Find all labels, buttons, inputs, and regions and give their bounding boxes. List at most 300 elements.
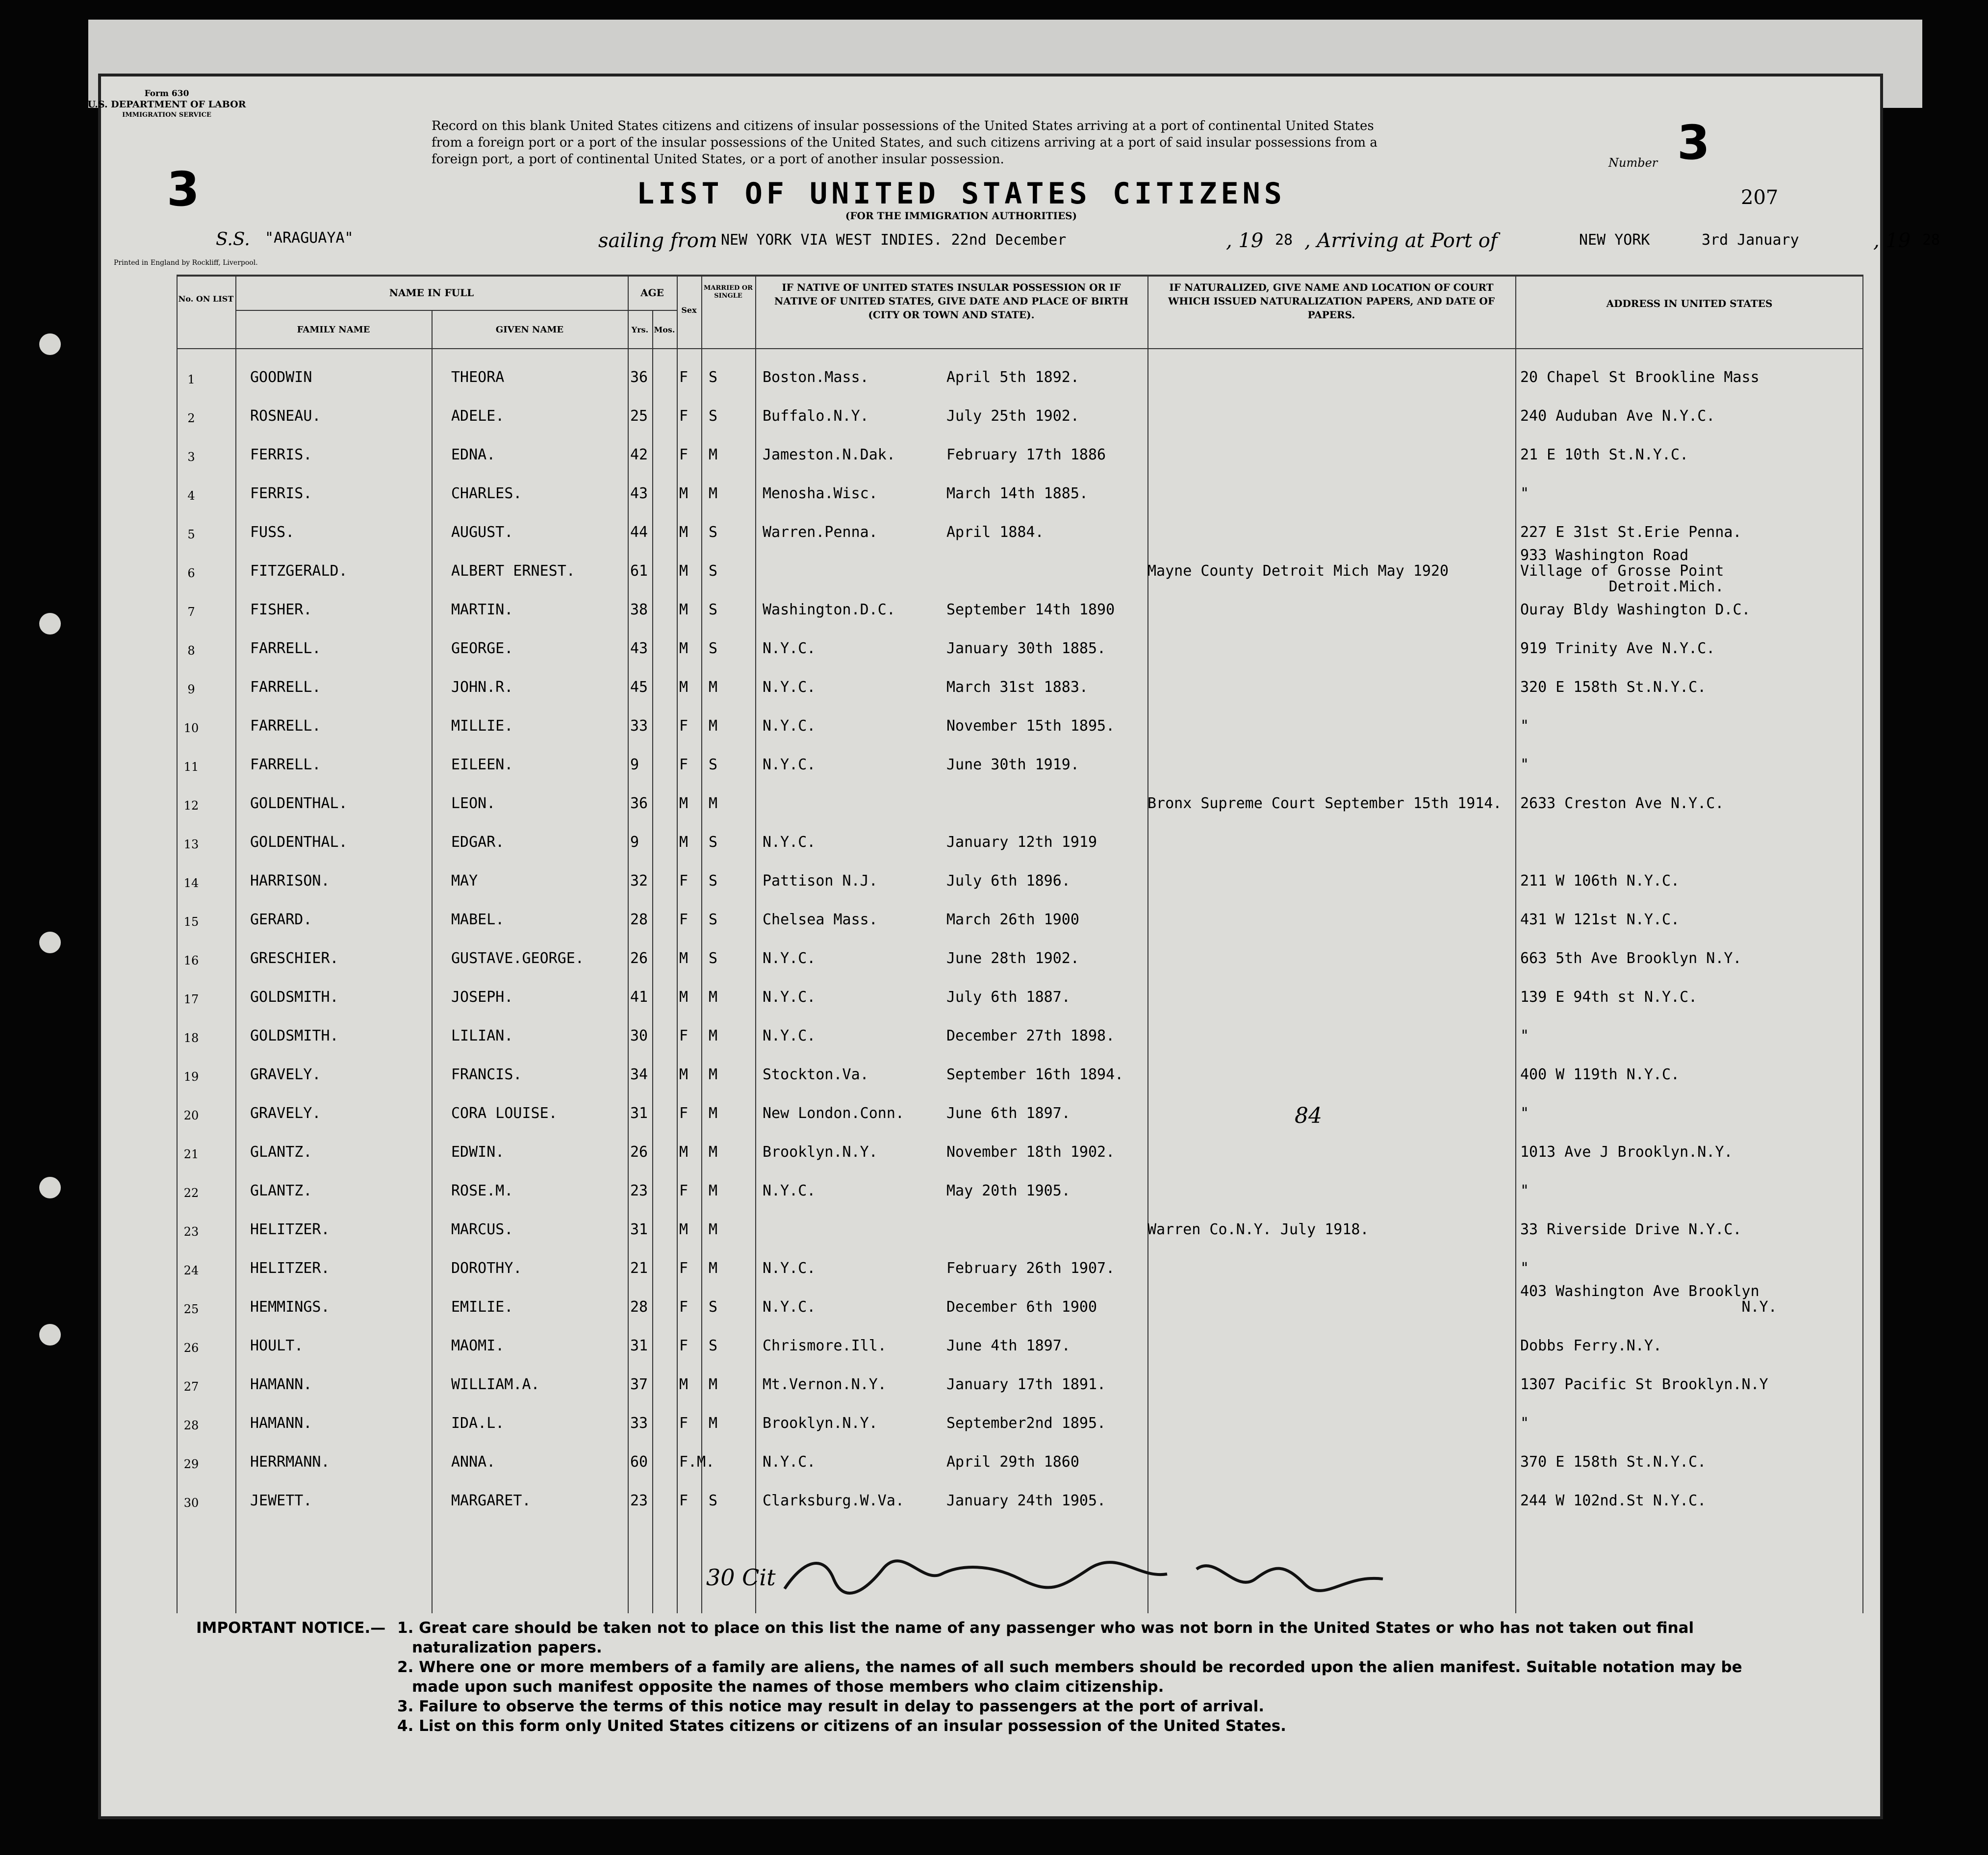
cell-given: GUSTAVE.GEORGE. [451, 950, 584, 967]
cell-no: 10 [183, 721, 199, 735]
cell-sex: F [679, 407, 688, 425]
cell-place: N.Y.C. [763, 1027, 816, 1044]
cell-addr: 320 E 158th St.N.Y.C. [1520, 679, 1707, 696]
inspector-signature [765, 1550, 1452, 1603]
table-row [177, 978, 1863, 1016]
table-row [177, 900, 1863, 939]
cell-age: 33 [630, 717, 648, 735]
printer-note: Printed in England by Rockliff, Liverpool. [114, 259, 258, 267]
cell-date: April 1884. [946, 524, 1044, 541]
header-name-in-full: NAME IN FULL [389, 287, 474, 299]
sailing-label: sailing from [598, 229, 717, 252]
cell-place: Boston.Mass. [763, 369, 869, 386]
cell-sex: F [679, 1492, 688, 1509]
cell-sex: M [679, 601, 688, 618]
cell-age: 32 [630, 872, 648, 889]
cell-family: HELITZER. [250, 1260, 330, 1277]
cell-sex: M [679, 679, 688, 696]
cell-ms: M [709, 795, 718, 812]
cell-addr: " [1520, 485, 1529, 502]
cell-family: FISHER. [250, 601, 312, 618]
cell-given: CORA LOUISE. [451, 1105, 558, 1122]
table-row [177, 474, 1863, 513]
cell-nat: Warren Co.N.Y. July 1918. [1147, 1221, 1369, 1238]
cell-sex: F [679, 1105, 688, 1122]
arrival-year: 28 [1922, 231, 1940, 249]
ship-name: "ARAGUAYA" [265, 229, 354, 247]
cell-no: 22 [183, 1186, 199, 1200]
cell-family: HEMMINGS. [250, 1298, 330, 1316]
cell-no: 16 [183, 954, 199, 967]
table-row [177, 1283, 1863, 1326]
cell-family: FITZGERALD. [250, 562, 348, 580]
notice-lead: IMPORTANT NOTICE.— [196, 1619, 386, 1637]
cell-age: 36 [630, 369, 648, 386]
cell-family: HARRISON. [250, 872, 330, 889]
cell-family: FARRELL. [250, 640, 321, 657]
punch-hole [39, 1177, 61, 1198]
cell-place: N.Y.C. [763, 834, 816, 851]
ship-prefix: S.S. [216, 229, 250, 250]
handwritten-84: 84 [1295, 1103, 1322, 1128]
cell-date: January 24th 1905. [946, 1492, 1106, 1509]
cell-addr: 139 E 94th st N.Y.C. [1520, 989, 1698, 1006]
cell-ms: S [709, 369, 718, 386]
cell-addr: 2633 Creston Ave N.Y.C. [1520, 795, 1724, 812]
cell-ms: S [709, 1492, 718, 1509]
cell-place: N.Y.C. [763, 756, 816, 773]
cell-family: GOLDSMITH. [250, 989, 339, 1006]
header-no: No. ON LIST [178, 294, 234, 304]
cell-no: 4 [187, 489, 195, 503]
cell-given: MAY [451, 872, 478, 889]
arrival-year-prefix: , 19 [1873, 229, 1911, 252]
cell-no: 19 [183, 1070, 199, 1084]
cell-age: 9 [630, 834, 639, 851]
cell-given: LEON. [451, 795, 496, 812]
record-line: Record on this blank United States citizens and citizens of insular possessions of the United States arriving at a port of continental United States [432, 119, 1374, 133]
arrival-date: 3rd January [1702, 231, 1799, 249]
cell-given: JOHN.R. [451, 679, 513, 696]
cell-sex: F [679, 717, 688, 735]
cell-family: GRAVELY. [250, 1105, 321, 1122]
cell-sex: M [679, 1376, 688, 1393]
cell-ms: S [709, 524, 718, 541]
cell-place: N.Y.C. [763, 989, 816, 1006]
cell-no: 9 [187, 683, 195, 696]
cell-ms: S [709, 950, 718, 967]
cell-family: GLANTZ. [250, 1143, 312, 1161]
cell-addr: 1307 Pacific St Brooklyn.N.Y [1520, 1376, 1768, 1393]
cell-date: March 26th 1900 [946, 911, 1079, 928]
cell-addr: 919 Trinity Ave N.Y.C. [1520, 640, 1715, 657]
cell-sex: M [679, 950, 688, 967]
record-line: foreign port, a port of continental United States, or a port of another insular possession. [432, 152, 1004, 167]
cell-place: N.Y.C. [763, 1182, 816, 1199]
cell-sex: M [679, 1221, 688, 1238]
table-row [177, 1443, 1863, 1481]
cell-given: EDGAR. [451, 834, 505, 851]
cell-family: JEWETT. [250, 1492, 312, 1509]
cell-age: 26 [630, 1143, 648, 1161]
cell-sex: M [679, 989, 688, 1006]
cell-no: 17 [183, 992, 199, 1006]
cell-sex: F [679, 446, 688, 463]
cell-date: March 14th 1885. [946, 485, 1088, 502]
cell-addr: 663 5th Ave Brooklyn N.Y. [1520, 950, 1742, 967]
cell-place: N.Y.C. [763, 950, 816, 967]
form-identifier [78, 88, 255, 121]
cell-date: January 17th 1891. [946, 1376, 1106, 1393]
table-row [177, 397, 1863, 435]
cell-date: June 30th 1919. [946, 756, 1079, 773]
cell-nat: Bronx Supreme Court September 15th 1914. [1147, 795, 1502, 812]
cell-date: September2nd 1895. [946, 1415, 1106, 1432]
cell-age: 31 [630, 1105, 648, 1122]
cell-age: 44 [630, 524, 648, 541]
cell-place: Warren.Penna. [763, 524, 878, 541]
table-row [177, 823, 1863, 862]
cell-addr: 1013 Ave J Brooklyn.N.Y. [1520, 1143, 1733, 1161]
cell-ms: S [709, 601, 718, 618]
cell-date: July 6th 1887. [946, 989, 1070, 1006]
cell-addr: " [1520, 717, 1529, 735]
cell-family: GOLDENTHAL. [250, 795, 348, 812]
cell-age: 26 [630, 950, 648, 967]
cell-addr: " [1520, 756, 1529, 773]
header-place-of-birth: IF NATIVE OF UNITED STATES INSULAR POSSESSION OR IF NATIVE OF UNITED STATES, GIVE DATE AND PLACE OF BIRTH (CITY OR TOWN AND STATE). [774, 281, 1128, 321]
cell-given: LILIAN. [451, 1027, 513, 1044]
cell-ms: S [709, 911, 718, 928]
cell-date: February 17th 1886 [946, 446, 1106, 463]
cell-age: 33 [630, 1415, 648, 1432]
cell-addr: " [1520, 1027, 1529, 1044]
table-row [177, 1249, 1863, 1288]
cell-given: AUGUST. [451, 524, 513, 541]
cell-age: 43 [630, 485, 648, 502]
cell-no: 24 [183, 1264, 199, 1277]
cell-addr: " [1520, 1182, 1529, 1199]
cell-no: 25 [183, 1302, 199, 1316]
cell-place: N.Y.C. [763, 1298, 816, 1316]
cell-given: GEORGE. [451, 640, 513, 657]
cell-age: 37 [630, 1376, 648, 1393]
cell-family: GERARD. [250, 911, 312, 928]
cell-addr: 20 Chapel St Brookline Mass [1520, 369, 1759, 386]
cell-ms: M [709, 1066, 718, 1083]
cell-age: 42 [630, 446, 648, 463]
table-row [177, 1365, 1863, 1404]
cell-sex: M [679, 1143, 688, 1161]
cell-ms: S [709, 562, 718, 580]
punch-hole [39, 932, 61, 953]
year-prefix: , 19 [1226, 229, 1264, 252]
cell-sex: F [679, 911, 688, 928]
cell-given: CHARLES. [451, 485, 522, 502]
cell-age: 28 [630, 1298, 648, 1316]
cell-given: WILLIAM.A. [451, 1376, 540, 1393]
cell-sex: F [679, 1182, 688, 1199]
cell-no: 21 [183, 1147, 199, 1161]
cell-given: EDNA. [451, 446, 496, 463]
cell-place: Jameston.N.Dak. [763, 446, 895, 463]
cell-family: FUSS. [250, 524, 295, 541]
cell-addr: 227 E 31st St.Erie Penna. [1520, 524, 1742, 541]
cell-no: 29 [183, 1457, 199, 1471]
cell-no: 1 [187, 373, 195, 386]
cell-family: ROSNEAU. [250, 407, 321, 425]
cell-place: Brooklyn.N.Y. [763, 1415, 878, 1432]
punch-hole [39, 613, 61, 635]
notice-item: 1. Great care should be taken not to place on this list the name of any passenger who was not born in the United States or who has not taken out final naturalization papers. [397, 1619, 1694, 1656]
cell-place: N.Y.C. [763, 1260, 816, 1277]
cell-age: 30 [630, 1027, 648, 1044]
cell-addr: 431 W 121st N.Y.C. [1520, 911, 1680, 928]
cell-ms: S [709, 1337, 718, 1354]
cell-place: Pattison N.J. [763, 872, 878, 889]
cell-given: IDA.L. [451, 1415, 505, 1432]
cell-ms: S [709, 407, 718, 425]
cell-date: April 29th 1860 [946, 1453, 1079, 1471]
cell-age: 61 [630, 562, 648, 580]
cell-no: 5 [187, 528, 195, 541]
arriving-label: , Arriving at Port of [1304, 229, 1498, 252]
cell-date: December 27th 1898. [946, 1027, 1115, 1044]
table-row [177, 1481, 1863, 1520]
cell-given: MARGARET. [451, 1492, 531, 1509]
cell-given: EILEEN. [451, 756, 513, 773]
cell-ms: S [709, 1298, 718, 1316]
cell-age: 23 [630, 1182, 648, 1199]
cell-sex: F [679, 756, 688, 773]
cell-family: FARRELL. [250, 679, 321, 696]
cell-no: 18 [183, 1031, 199, 1045]
cell-age: 31 [630, 1221, 648, 1238]
cell-ms: M [709, 485, 718, 502]
cell-date: June 28th 1902. [946, 950, 1079, 967]
cell-family: GOLDSMITH. [250, 1027, 339, 1044]
notice-item: 2. Where one or more members of a family are aliens, the names of all such members should be recorded upon the alien manifest. Suitable notation may be made upon such manifest opposite the names of those members who claim citizenship. [397, 1658, 1742, 1696]
page-number: 207 [1741, 186, 1779, 209]
cell-date: January 12th 1919 [946, 834, 1097, 851]
cell-addr: " [1520, 1260, 1529, 1277]
cell-addr: 403 Washington Ave Brooklyn N.Y. [1520, 1283, 1777, 1316]
cell-family: GRESCHIER. [250, 950, 339, 967]
header-married-single: MARRIED OR SINGLE [703, 284, 753, 300]
cell-given: ADELE. [451, 407, 505, 425]
cell-no: 6 [187, 566, 195, 580]
cell-place: N.Y.C. [763, 717, 816, 735]
cell-given: EMILIE. [451, 1298, 513, 1316]
table-row [177, 707, 1863, 745]
table-row [177, 668, 1863, 707]
cell-no: 3 [187, 450, 195, 464]
cell-given: ALBERT ERNEST. [451, 562, 575, 580]
cell-age: 21 [630, 1260, 648, 1277]
cell-given: MARTIN. [451, 601, 513, 618]
cell-ms: M [709, 1027, 718, 1044]
cell-given: MARCUS. [451, 1221, 513, 1238]
cell-no: 14 [183, 876, 199, 890]
table-row [177, 862, 1863, 900]
cell-sex: M [679, 640, 688, 657]
header-bottom-rule [177, 348, 1863, 349]
cell-family: FERRIS. [250, 446, 312, 463]
cell-sex: F [679, 369, 688, 386]
cell-given: FRANCIS. [451, 1066, 522, 1083]
cell-addr: 400 W 119th N.Y.C. [1520, 1066, 1680, 1083]
table-row [177, 1094, 1863, 1133]
number-label: Number [1608, 156, 1658, 170]
cell-place: Brooklyn.N.Y. [763, 1143, 878, 1161]
cell-date: March 31st 1883. [946, 679, 1088, 696]
cell-sex: F.M. [679, 1453, 715, 1471]
cell-no: 8 [187, 644, 195, 658]
cell-ms: M [709, 679, 718, 696]
passenger-table [177, 275, 1863, 1648]
cell-family: FARRELL. [250, 756, 321, 773]
table-row [177, 358, 1863, 397]
cell-family: GOODWIN [250, 369, 312, 386]
page-subtitle: (FOR THE IMMIGRATION AUTHORITIES) [845, 210, 1077, 222]
cell-addr: Dobbs Ferry.N.Y. [1520, 1337, 1662, 1354]
arrival-port: NEW YORK [1579, 231, 1650, 249]
cell-ms: M [709, 1260, 718, 1277]
cell-age: 41 [630, 989, 648, 1006]
cell-date: July 25th 1902. [946, 407, 1079, 425]
cell-age: 23 [630, 1492, 648, 1509]
table-row [177, 513, 1863, 552]
cell-date: January 30th 1885. [946, 640, 1106, 657]
cell-addr: " [1520, 1105, 1529, 1122]
cell-addr: 244 W 102nd.St N.Y.C. [1520, 1492, 1707, 1509]
cell-addr: 33 Riverside Drive N.Y.C. [1520, 1221, 1742, 1238]
voyage-line [147, 226, 1940, 255]
notice-item: 3. Failure to observe the terms of this notice may result in delay to passengers at the port of arrival. [397, 1698, 1264, 1715]
form-label: Form 630 [144, 89, 189, 99]
cell-given: EDWIN. [451, 1143, 505, 1161]
cell-no: 15 [183, 915, 199, 929]
cell-no: 23 [183, 1225, 199, 1239]
cell-date: April 5th 1892. [946, 369, 1079, 386]
cell-place: Clarksburg.W.Va. [763, 1492, 904, 1509]
cell-place: N.Y.C. [763, 1453, 816, 1471]
cell-sex: M [679, 1066, 688, 1083]
header-sex: Sex [681, 305, 697, 315]
cell-sex: F [679, 872, 688, 889]
cell-addr: 370 E 158th St.N.Y.C. [1520, 1453, 1707, 1471]
header-mos: Mos. [654, 325, 675, 334]
cell-date: June 4th 1897. [946, 1337, 1070, 1354]
cell-addr: Ouray Bldy Washington D.C. [1520, 601, 1751, 618]
number-value: 3 [1677, 115, 1710, 170]
header-rule [235, 310, 677, 311]
table-row [177, 1404, 1863, 1443]
cell-no: 13 [183, 838, 199, 851]
cell-given: ANNA. [451, 1453, 496, 1471]
cell-ms: M [709, 1415, 718, 1432]
table-row [177, 745, 1863, 784]
table-row [177, 1133, 1863, 1171]
cell-given: MILLIE. [451, 717, 513, 735]
cell-ms: M [709, 446, 718, 463]
cell-addr: 21 E 10th St.N.Y.C. [1520, 446, 1689, 463]
cell-sex: F [679, 1298, 688, 1316]
cell-place: Mt.Vernon.N.Y. [763, 1376, 887, 1393]
cell-ms: M [709, 1221, 718, 1238]
cell-no: 2 [187, 411, 195, 425]
cell-age: 38 [630, 601, 648, 618]
cell-age: 31 [630, 1337, 648, 1354]
cell-no: 12 [183, 799, 199, 813]
cell-ms: M [709, 1143, 718, 1161]
cell-place: New London.Conn. [763, 1105, 904, 1122]
cell-ms: S [709, 872, 718, 889]
cell-no: 26 [183, 1341, 199, 1355]
cell-family: GOLDENTHAL. [250, 834, 348, 851]
page-title: LIST OF UNITED STATES CITIZENS [637, 177, 1286, 211]
cell-ms: M [709, 1376, 718, 1393]
cell-place: Washington.D.C. [763, 601, 895, 618]
cell-addr: 211 W 106th N.Y.C. [1520, 872, 1680, 889]
cell-no: 27 [183, 1380, 199, 1394]
service-label: IMMIGRATION SERVICE [122, 111, 211, 119]
header-address: ADDRESS IN UNITED STATES [1606, 298, 1773, 309]
header-yrs: Yrs. [631, 325, 649, 334]
notice-item: 4. List on this form only United States citizens or citizens of an insular possession of the United States. [397, 1717, 1286, 1735]
cell-no: 20 [183, 1109, 199, 1122]
cell-date: February 26th 1907. [946, 1260, 1115, 1277]
cell-family: HAMANN. [250, 1415, 312, 1432]
table-row [177, 435, 1863, 474]
cell-age: 60 [630, 1453, 648, 1471]
cell-age: 36 [630, 795, 648, 812]
cell-no: 7 [187, 605, 195, 619]
cell-ms: M [709, 1182, 718, 1199]
cell-addr: 933 Washington Road Village of Grosse Point Detroit.Mich. [1520, 547, 1724, 595]
cell-age: 9 [630, 756, 639, 773]
cell-date: May 20th 1905. [946, 1182, 1070, 1199]
header-age: AGE [640, 287, 664, 299]
cell-sex: F [679, 1337, 688, 1354]
cell-no: 11 [183, 760, 199, 774]
cell-family: GLANTZ. [250, 1182, 312, 1199]
record-instructions [432, 118, 1540, 168]
cell-date: December 6th 1900 [946, 1298, 1097, 1316]
punch-hole [39, 333, 61, 355]
table-row [177, 1326, 1863, 1365]
cell-ms: S [709, 756, 718, 773]
cell-place: Buffalo.N.Y. [763, 407, 869, 425]
cell-addr: 240 Auduban Ave N.Y.C. [1520, 407, 1715, 425]
cell-sex: F [679, 1415, 688, 1432]
cell-place: Chelsea Mass. [763, 911, 878, 928]
cell-ms: S [709, 834, 718, 851]
table-row [177, 1016, 1863, 1055]
cell-no: 30 [183, 1496, 199, 1510]
cell-date: September 16th 1894. [946, 1066, 1124, 1083]
cell-sex: M [679, 485, 688, 502]
cell-age: 45 [630, 679, 648, 696]
cell-age: 25 [630, 407, 648, 425]
cell-age: 28 [630, 911, 648, 928]
record-line: from a foreign port or a port of the insular possessions of the United States, and such citizens arriving at a port of said insular possessions from a [432, 135, 1377, 150]
handwritten-tally: 30 Cit [706, 1564, 776, 1591]
cell-family: HELITZER. [250, 1221, 330, 1238]
cell-date: June 6th 1897. [946, 1105, 1070, 1122]
cell-ms: M [709, 1105, 718, 1122]
cell-family: HERRMANN. [250, 1453, 330, 1471]
